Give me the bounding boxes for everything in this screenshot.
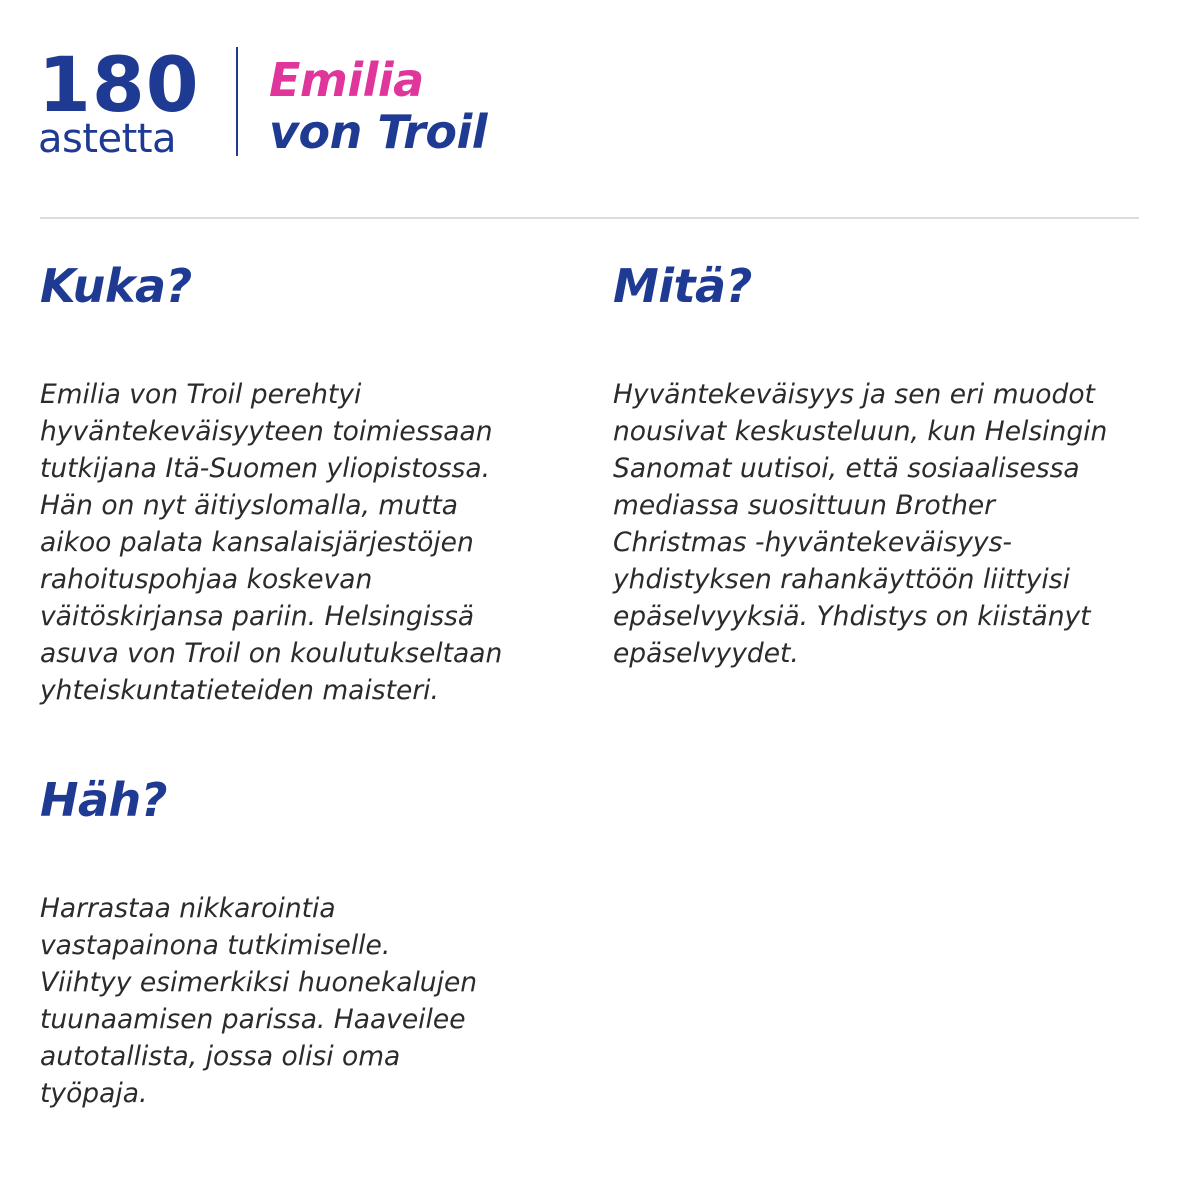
brand-logo [38,40,208,162]
section-body: Emilia von Troil perehtyi hyväntekeväisyyteen toimiessaan tutkijana Itä-Suomen yliopistossa. Hän on nyt äitiyslomalla, mutta aikoo palata kansalaisjärjestöjen rahoituspohjaa koskevan väitöskirjansa pariin. Helsingissä asuva von Troil on koulutukseltaan yhteiskuntatieteiden maisteri. [40,379,503,706]
person-last-name: von Troil [269,105,487,159]
section-heading: Häh? [40,773,167,827]
logo-word: astetta [38,116,177,162]
logo-number: 180 [38,40,200,129]
section-body: Harrastaa nikkarointia vastapainona tutkimiselle. Viihtyy esimerkiksi huonekalujen tuunaamisen parissa. Haaveilee autotallista, jossa olisi oma työpaja. [40,893,478,1109]
section-body: Hyväntekeväisyys ja sen eri muodot nousivat keskusteluun, kun Helsingin Sanomat uutisoi, että sosiaalisessa mediassa suosittuun Brother Christmas -hyväntekeväisyys- yhdistyksen rahankäyttöön liittyisi epäselvyyksiä. Yhdistys on kiistänyt epäselvyydet. [613,379,1108,669]
section-mita [613,258,1173,672]
person-first-name: Emilia [269,53,424,107]
section-hah [40,772,580,1112]
section-kuka [40,258,580,709]
section-heading: Mitä? [613,259,752,313]
header-divider [236,47,238,156]
person-name [269,54,487,158]
section-heading: Kuka? [40,259,192,313]
horizontal-divider [40,217,1139,219]
